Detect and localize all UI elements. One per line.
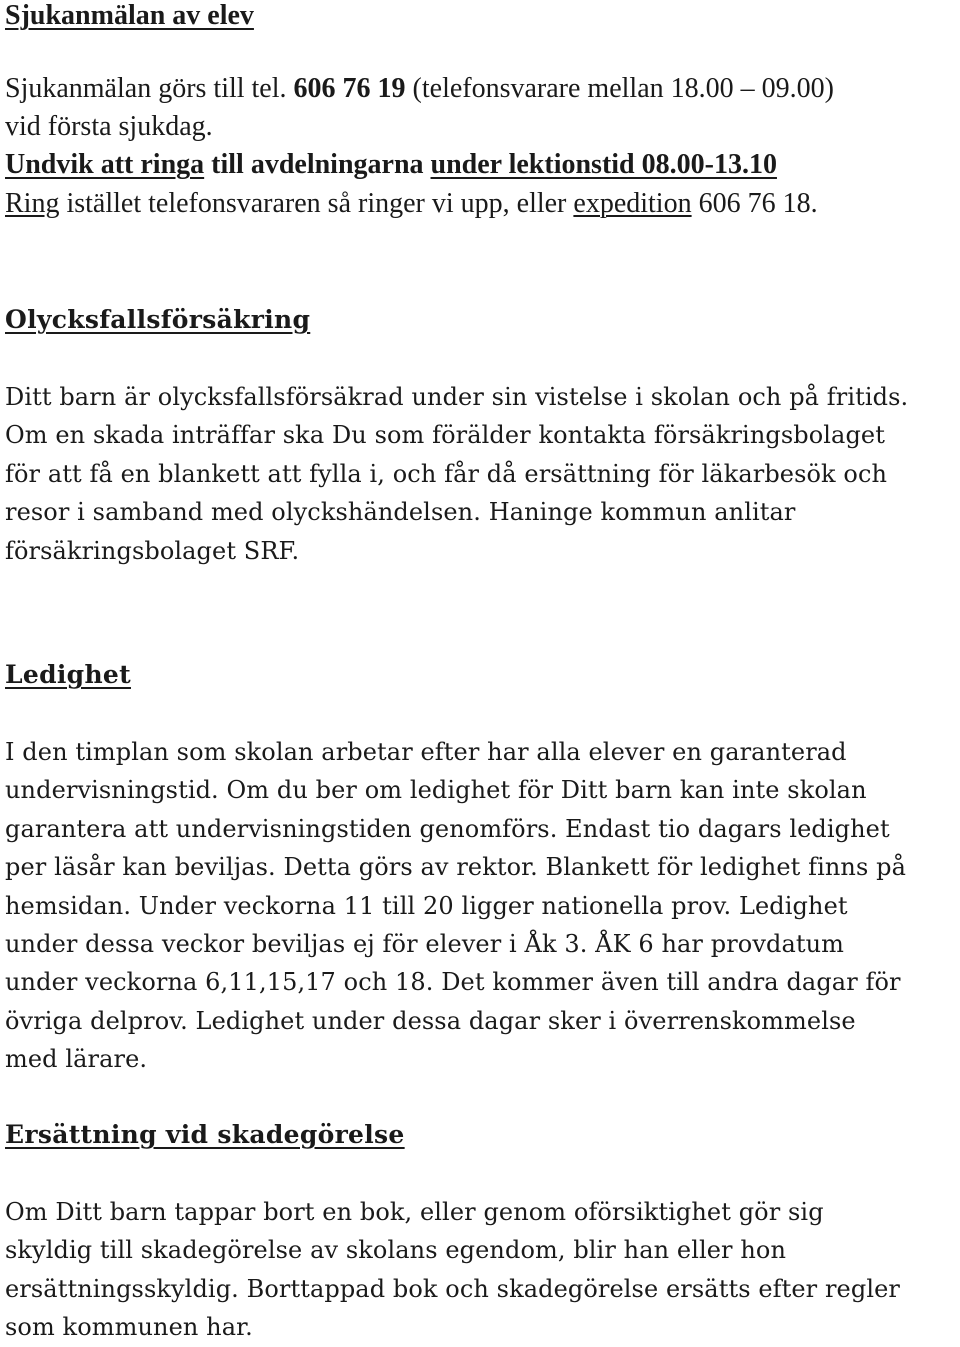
paragraph-ledighet xyxy=(5,733,906,1079)
text-line: hemsidan. Under veckorna 11 till 20 ligger nationella prov. Ledighet xyxy=(5,891,848,920)
text-line: Om Ditt barn tappar bort en bok, eller genom oförsiktighet gör sig xyxy=(5,1198,824,1226)
text-run: till avdelningarna xyxy=(204,149,431,181)
text-line: resor i samband med olyckshändelsen. Haninge kommun anlitar xyxy=(5,498,796,527)
text-line: för att få en blankett att fylla i, och får då ersättning för läkarbesök och xyxy=(5,459,888,488)
text-line: vid första sjukdag. xyxy=(5,111,213,143)
text-run: 606 76 18. xyxy=(691,187,818,219)
text-expedition: expedition xyxy=(573,187,692,219)
text-line: under veckorna 6,11,15,17 och 18. Det kommer även till andra dagar för xyxy=(5,968,901,997)
emphasis-undvik-att-ringa: Undvik att ringa xyxy=(5,149,205,181)
text-line: Ditt barn är olycksfallsförsäkrad under sin vistelse i skolan och på fritids. xyxy=(5,383,909,411)
text-ring: Ring xyxy=(5,187,60,219)
text-line xyxy=(5,185,834,223)
heading-ersattning-vid-skadegorelse: Ersättning vid skadegörelse xyxy=(5,1120,405,1149)
text-line: undervisningstid. Om du ber om ledighet för Ditt barn kan inte skolan xyxy=(5,776,867,805)
heading-sjukanmalan: Sjukanmälan av elev xyxy=(5,0,254,31)
text-line: garantera att undervisningstiden genomförs. Endast tio dagars ledighet xyxy=(5,814,890,843)
text-run: (telefonsvarare mellan 18.00 – 09.00) xyxy=(405,73,834,104)
phone-number-sick-line: 606 76 19 xyxy=(293,73,406,104)
text-line: som kommunen har. xyxy=(5,1313,253,1342)
heading-olycksfallsforsakring: Olycksfallsförsäkring xyxy=(5,305,311,334)
text-line: I den timplan som skolan arbetar efter har alla elever en garanterad xyxy=(5,738,847,766)
text-line: ersättningsskyldig. Borttappad bok och skadegörelse ersätts efter regler xyxy=(5,1274,900,1303)
text-line: försäkringsbolaget SRF. xyxy=(5,536,300,565)
text-line xyxy=(5,146,834,184)
paragraph-ersattning xyxy=(5,1193,900,1347)
text-line: övriga delprov. Ledighet under dessa dagar sker i överrenskommelse xyxy=(5,1006,856,1035)
paragraph-olycksfall xyxy=(5,378,908,570)
paragraph-sjukanmalan xyxy=(5,70,834,223)
text-line: med lärare. xyxy=(5,1045,148,1074)
text-run: Sjukanmälan görs till tel. xyxy=(5,73,294,104)
text-line: under dessa veckor beviljas ej för elever i Åk 3. ÅK 6 har provdatum xyxy=(5,930,845,959)
text-line: skyldig till skadegörelse av skolans egendom, blir han eller hon xyxy=(5,1236,787,1265)
text-line: Om en skada inträffar ska Du som förälder kontakta försäkringsbolaget xyxy=(5,421,885,450)
emphasis-lektionstid: under lektionstid 08.00-13.10 xyxy=(430,149,777,181)
heading-ledighet: Ledighet xyxy=(5,660,131,689)
text-line: per läsår kan beviljas. Detta görs av rektor. Blankett för ledighet finns på xyxy=(5,853,907,882)
text-run: istället telefonsvararen så ringer vi upp, eller xyxy=(59,187,574,219)
text-line xyxy=(5,70,834,108)
